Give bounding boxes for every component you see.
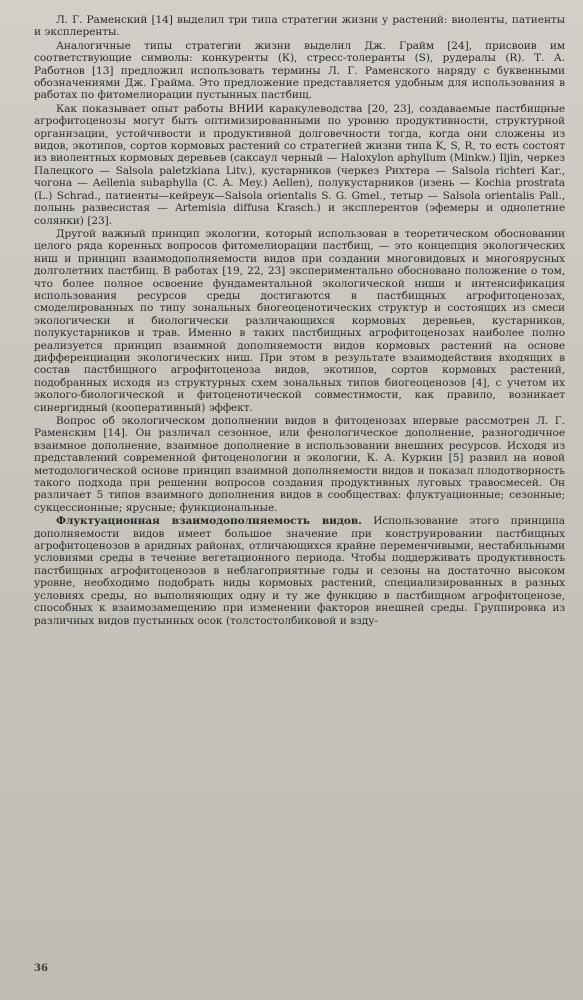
paragraph-4 <box>34 228 565 414</box>
paragraph-6 <box>34 515 565 627</box>
paragraph-1-text: Л. Г. Раменский [14] выделил три типа стратегии жизни у растений: виоленты, патиенты и эксплеренты. <box>34 14 565 39</box>
paragraph-6-heading: Флуктуационная взаимодополняемость видов. <box>56 515 362 528</box>
text-block <box>34 14 565 627</box>
paragraph-4-text: Другой важный принцип экологии, который использован в теоретическом обосновании целого ряда коренных вопросов фитомелиорации пастбищ, — это концепция экологических ниш и принцип взаимодополняемости видов при создании многовидовых и многоярусных долголетних пастбищ. В работах [19, 22, 23] экспериментально обосновано положение о том, что более полное освоение фундаментальной экологической ниши и интенсификация использования ресурсов среды достигаются в пастбищных агрофитоценозах, смоделированных по типу зональных биогеоценотических структур и состоящих из смеси экологически и биологически различающихся кормовых деревьев, кустарников, полукустарников и трав. Именно в таких пастбищных агрофитоценозах наиболее полно реализуется принцип взаимной дополняемости видов кормовых растений на основе дифференциации экологических ниш. При этом в результате взаимодействия входящих в состав пастбищного агрофитоценоза видов, экотипов, сортов кормовых растений, подобранных исходя из структурных схем зональных типов биогеоценозов [4], с учетом их эколого-биологической и фитоценотической совместимости, как правило, возникает синергидный (кооперативный) эффект. <box>34 227 565 414</box>
paragraph-2-text: Аналогичные типы стратегии жизни выделил Дж. Грайм [24], присвоив им соответствующие символы: конкуренты (К), стресс-толеранты (S), рудералы (R). Т. А. Работнов [13] предложил использовать термины Л. Г. Раменского наряду с буквенными обозначениями Дж. Грайма. Это предложение представляется удобным для использования в работах по фитомелиорации пустынных пастбищ. <box>34 39 565 102</box>
paragraph-5 <box>34 415 565 514</box>
paragraph-3-text: Как показывает опыт работы ВНИИ каракулеводства [20, 23], создаваемые пастбищные агрофитоценозы могут быть оптимизированными по уровню продуктивности, структурной организации, устойчивости и продуктивной долговечности тогда, когда они сложены из видов, экотипов, сортов кормовых растений со стратегией жизни типа K, S, R, то есть состоят из виолентных кормовых деревьев (саксаул черный — Haloxylon aphyllum (Minkw.) Iljin, черкез Палецкого — Salsola paletzkiana Litv.), кустарников (черкез Рихтера — Salsola richteri Kar., чогона — Aellenia subaphylla (C. A. Mey.) Aellen), полукустарников (изень — Kochia prostrata (L.) Schrad., патиенты—кейреук—Salsola orientalis S. G. Gmel., тетыр — Salsola orientalis Pall., полынь развесистая — Artemisia diffusa Krasch.) и эксплерентов (эфемеры и однолетние солянки) [23]. <box>34 102 565 227</box>
paragraph-3 <box>34 103 565 227</box>
paragraph-1 <box>34 14 565 39</box>
paragraph-5-text: Вопрос об экологическом дополнении видов в фитоценозах впервые рассмотрен Л. Г. Раменским [14]. Он различал сезонное, или фенологическое дополнение, разногодичное взаимное дополнение, взаимное дополнение в использовании внешних ресурсов. Исходя из представлений современной фитоценологии и экологии, К. А. Куркин [5] развил на новой методологической основе принцип взаимной дополняемости видов и показал плодотворность такого подхода при решении вопросов создания продуктивных луговых травосмесей. Он различает 5 типов взаимного дополнения видов в сообществах: флуктуационные; сезонные; сукцессионные; ярусные; функциональные. <box>34 415 565 514</box>
paragraph-2 <box>34 40 565 102</box>
paragraph-6-text: Использование этого принципа дополняемости видов имеет большое значение при конструировании пастбищных агрофитоценозов в аридных районах, отличающихся крайне переменчивыми, нестабильными условиями среды в течение вегетационного периода. Чтобы поддерживать продуктивность пастбищных агрофитоценозов в неблагоприятные годы и сезоны на достаточно высоком уровне, необходимо подобрать виды кормовых растений, специализированных в разных условиях среды, но выполняющих одну и ту же функцию в пастбищном агрофитоценозе, способных к взаимозамещению при изменении факторов внешней среды. Группировка из различных видов пустынных осок (толстостолбиковой и взду- <box>34 515 566 627</box>
page-number: 36 <box>34 963 48 974</box>
